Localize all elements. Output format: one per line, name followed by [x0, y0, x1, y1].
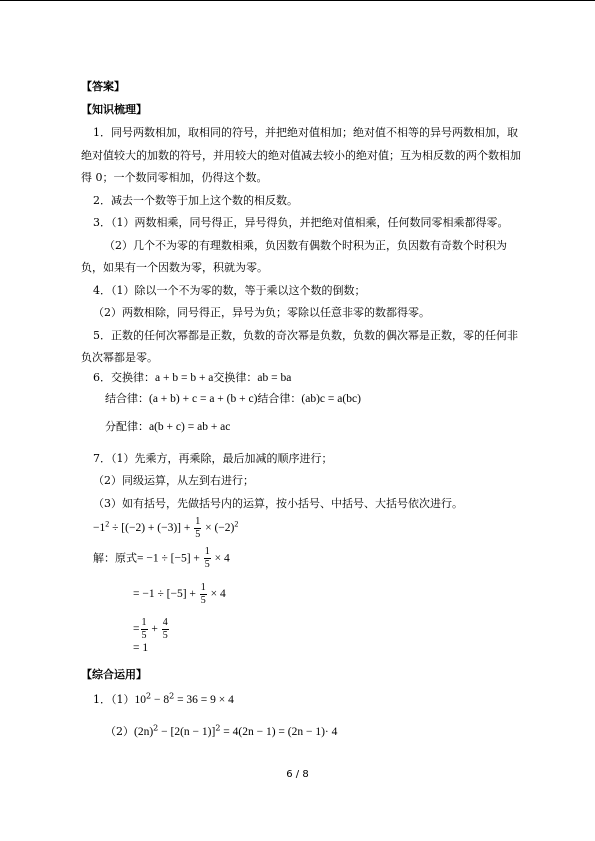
knowledge-heading: 【知识梳理】 [81, 103, 147, 116]
commutative-mul-formula: ab = ba [257, 372, 292, 384]
k7-line2: （2）同级运算，从左到右进行； [93, 474, 254, 487]
fraction-four-fifths: $\frac{4}{5}$ [162, 617, 168, 641]
k4-line1: 4．（1）除以一个不为零的数，等于乘以这个数的倒数； [93, 284, 366, 297]
k1-line3: 得 0；一个数同零相加，仍得这个数。 [81, 171, 268, 184]
top-rule [0, 0, 595, 1]
k6-distributive-line [105, 420, 230, 434]
k3-line3: 负，如果有一个因数为零，积就为零。 [81, 261, 268, 274]
commutative-mul-label: 交换律： [213, 371, 258, 384]
k7-line1: 7．（1）先乘方，再乘除，最后加减的顺序进行； [93, 452, 333, 465]
distributive-label: 分配律： [105, 420, 149, 433]
associative-add-label: 结合律： [105, 392, 149, 405]
practice-heading: 【综合运用】 [81, 668, 147, 681]
solution-step2: = −1 ÷ [−5] + $\frac{1}{5}$ × 4 [133, 582, 226, 606]
k4-line2: （2）两数相除，同号得正，异号为负；零除以任意非零的数都得零。 [93, 306, 430, 319]
fraction-one-fifth: $\frac{1}{5}$ [141, 617, 147, 641]
solution-step4: = 1 [133, 642, 149, 654]
k5-line1: 5．正数的任何次幂都是正数，负数的奇次幂是负数，负数的偶次幂是正数，零的任何非 [93, 329, 518, 342]
practice-1-1: 1．$(1)10^2 - 8^2 = 36 = 9 \times 4$ [93, 691, 234, 706]
solution-step1: 解：原式= −1 ÷ [−5] + $\frac{1}{5}$ × 4 [93, 546, 230, 570]
solution-label: 解：原式 [93, 551, 137, 565]
answer-heading: 【答案】 [81, 80, 125, 93]
page-number: 6 / 8 [286, 769, 309, 780]
k6-associative-line [105, 392, 361, 406]
k7-line3: （3）如有括号，先做括号内的运算，按小括号、中括号、大括号依次进行。 [93, 497, 463, 510]
k3-line1: 3．（1）两数相乘，同号得正，异号得负，并把绝对值相乘，任何数同零相乘都得零。 [93, 216, 509, 229]
k6-commutative-line [93, 371, 291, 385]
commutative-add-formula: a + b = b + a [155, 372, 214, 384]
k2-line: 2．减去一个数等于加上这个数的相反数。 [93, 194, 298, 207]
fraction-one-fifth: $\frac{1}{5}$ [200, 582, 206, 606]
fraction-one-fifth: $\frac{1}{5}$ [204, 546, 210, 570]
associative-add-formula: (a + b) + c = a + (b + c) [149, 393, 258, 405]
example-problem: $-1^2 \div [(-2) + (-3)]$ + $\frac{1}{5}$ × $(-2)^2$ [93, 516, 239, 540]
k5-line2: 负次幂都是零。 [81, 351, 158, 364]
k3-line2: （2）几个不为零的有理数相乘，负因数有偶数个时积为正，负因数有奇数个时积为 [104, 239, 507, 252]
k1-line1: 1．同号两数相加，取相同的符号，并把绝对值相加；绝对值不相等的异号两数相加，取 [93, 126, 518, 139]
distributive-formula: a(b + c) = ab + ac [149, 421, 231, 433]
practice-1-2: $(2)(2n)^2 - [2(n - 1)]^2 = 4(2n - 1) = (2n - 1)\cdot 4$ [105, 723, 338, 738]
k6-prefix: 6．交换律： [93, 371, 155, 384]
fraction-one-fifth: $\frac{1}{5}$ [195, 516, 201, 540]
k1-line2: 绝对值较大的加数的符号，并用较大的绝对值减去较小的绝对值；互为相反数的两个数相加 [81, 149, 521, 162]
solution-step3: = $\frac{1}{5}$ + $\frac{4}{5}$ [133, 617, 168, 641]
associative-mul-formula: (ab)c = a(bc) [301, 393, 361, 405]
associative-mul-label: 结合律： [257, 392, 302, 405]
